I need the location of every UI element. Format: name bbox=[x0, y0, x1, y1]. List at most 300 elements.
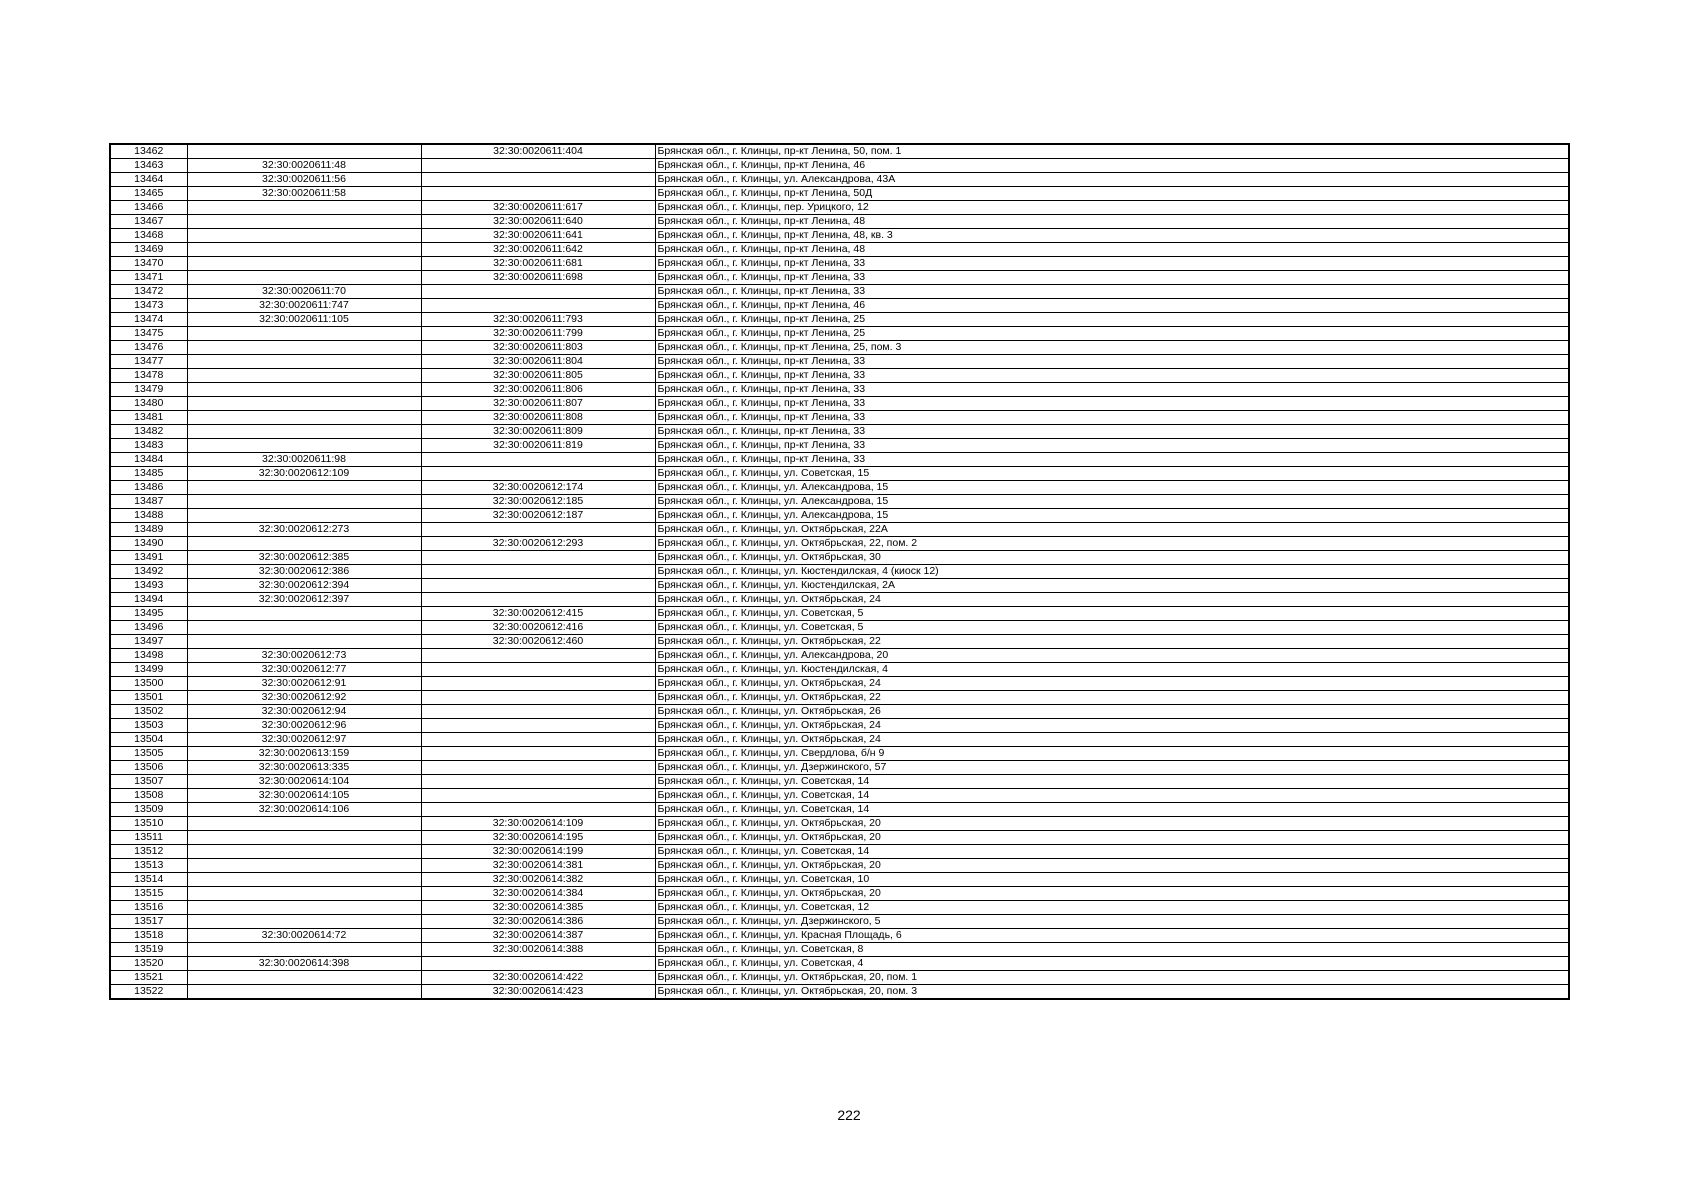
table-row bbox=[110, 383, 1569, 397]
address-cell: Брянская обл., г. Клинцы, ул. Советская, 14 bbox=[655, 845, 1569, 859]
table-row bbox=[110, 677, 1569, 691]
table-row bbox=[110, 691, 1569, 705]
table-row bbox=[110, 663, 1569, 677]
related-cadastral-number-cell: 32:30:0020611:640 bbox=[421, 215, 655, 229]
cadastral-number-cell: 32:30:0020612:394 bbox=[187, 579, 421, 593]
table-row bbox=[110, 411, 1569, 425]
table-row bbox=[110, 887, 1569, 901]
related-cadastral-number-cell: 32:30:0020614:422 bbox=[421, 971, 655, 985]
table-row bbox=[110, 985, 1569, 1000]
table-row bbox=[110, 159, 1569, 173]
cadastral-number-cell bbox=[187, 607, 421, 621]
address-cell: Брянская обл., г. Клинцы, ул. Октябрьская, 26 bbox=[655, 705, 1569, 719]
address-cell: Брянская обл., г. Клинцы, ул. Кюстендилская, 4 bbox=[655, 663, 1569, 677]
related-cadastral-number-cell: 32:30:0020612:416 bbox=[421, 621, 655, 635]
row-number-cell: 13469 bbox=[110, 243, 187, 257]
cadastral-number-cell: 32:30:0020612:96 bbox=[187, 719, 421, 733]
address-cell: Брянская обл., г. Клинцы, пр-кт Ленина, 33 bbox=[655, 439, 1569, 453]
table-row bbox=[110, 144, 1569, 159]
address-cell: Брянская обл., г. Клинцы, пр-кт Ленина, 33 bbox=[655, 271, 1569, 285]
table-row bbox=[110, 775, 1569, 789]
row-number-cell: 13491 bbox=[110, 551, 187, 565]
table-row bbox=[110, 229, 1569, 243]
table-row bbox=[110, 915, 1569, 929]
related-cadastral-number-cell: 32:30:0020614:423 bbox=[421, 985, 655, 1000]
address-cell: Брянская обл., г. Клинцы, пр-кт Ленина, 33 bbox=[655, 397, 1569, 411]
related-cadastral-number-cell: 32:30:0020614:381 bbox=[421, 859, 655, 873]
row-number-cell: 13475 bbox=[110, 327, 187, 341]
row-number-cell: 13517 bbox=[110, 915, 187, 929]
row-number-cell: 13516 bbox=[110, 901, 187, 915]
table-row bbox=[110, 831, 1569, 845]
address-cell: Брянская обл., г. Клинцы, ул. Октябрьская, 24 bbox=[655, 733, 1569, 747]
row-number-cell: 13496 bbox=[110, 621, 187, 635]
related-cadastral-number-cell: 32:30:0020611:641 bbox=[421, 229, 655, 243]
related-cadastral-number-cell bbox=[421, 775, 655, 789]
address-cell: Брянская обл., г. Клинцы, ул. Свердлова, б/н 9 bbox=[655, 747, 1569, 761]
row-number-cell: 13465 bbox=[110, 187, 187, 201]
row-number-cell: 13467 bbox=[110, 215, 187, 229]
row-number-cell: 13512 bbox=[110, 845, 187, 859]
related-cadastral-number-cell: 32:30:0020611:806 bbox=[421, 383, 655, 397]
address-cell: Брянская обл., г. Клинцы, ул. Советская, 14 bbox=[655, 775, 1569, 789]
cadastral-number-cell bbox=[187, 355, 421, 369]
cadastral-number-cell: 32:30:0020614:106 bbox=[187, 803, 421, 817]
table-row bbox=[110, 859, 1569, 873]
related-cadastral-number-cell: 32:30:0020611:807 bbox=[421, 397, 655, 411]
table-row bbox=[110, 747, 1569, 761]
cadastral-number-cell: 32:30:0020612:94 bbox=[187, 705, 421, 719]
row-number-cell: 13501 bbox=[110, 691, 187, 705]
related-cadastral-number-cell: 32:30:0020611:808 bbox=[421, 411, 655, 425]
table-row bbox=[110, 243, 1569, 257]
address-cell: Брянская обл., г. Клинцы, ул. Кюстендилская, 2А bbox=[655, 579, 1569, 593]
related-cadastral-number-cell bbox=[421, 649, 655, 663]
table-row bbox=[110, 551, 1569, 565]
related-cadastral-number-cell: 32:30:0020614:386 bbox=[421, 915, 655, 929]
cadastral-number-cell bbox=[187, 229, 421, 243]
address-cell: Брянская обл., г. Клинцы, пр-кт Ленина, 48, кв. 3 bbox=[655, 229, 1569, 243]
related-cadastral-number-cell: 32:30:0020614:387 bbox=[421, 929, 655, 943]
address-cell: Брянская обл., г. Клинцы, пр-кт Ленина, 33 bbox=[655, 285, 1569, 299]
page-number: 222 bbox=[837, 1107, 861, 1123]
row-number-cell: 13494 bbox=[110, 593, 187, 607]
cadastral-number-cell bbox=[187, 215, 421, 229]
row-number-cell: 13505 bbox=[110, 747, 187, 761]
related-cadastral-number-cell: 32:30:0020611:809 bbox=[421, 425, 655, 439]
cadastral-number-cell: 32:30:0020612:109 bbox=[187, 467, 421, 481]
table-row bbox=[110, 957, 1569, 971]
cadastral-number-cell: 32:30:0020612:385 bbox=[187, 551, 421, 565]
address-cell: Брянская обл., г. Клинцы, пр-кт Ленина, 33 bbox=[655, 453, 1569, 467]
table-row bbox=[110, 733, 1569, 747]
address-cell: Брянская обл., г. Клинцы, пр-кт Ленина, 50, пом. 1 bbox=[655, 144, 1569, 159]
row-number-cell: 13518 bbox=[110, 929, 187, 943]
related-cadastral-number-cell bbox=[421, 761, 655, 775]
cadastral-number-cell: 32:30:0020614:105 bbox=[187, 789, 421, 803]
address-cell: Брянская обл., г. Клинцы, ул. Советская, 5 bbox=[655, 607, 1569, 621]
row-number-cell: 13521 bbox=[110, 971, 187, 985]
related-cadastral-number-cell bbox=[421, 467, 655, 481]
cadastral-number-cell bbox=[187, 144, 421, 159]
address-cell: Брянская обл., г. Клинцы, пр-кт Ленина, 33 bbox=[655, 411, 1569, 425]
registry-table-body bbox=[110, 144, 1569, 999]
related-cadastral-number-cell: 32:30:0020614:109 bbox=[421, 817, 655, 831]
row-number-cell: 13472 bbox=[110, 285, 187, 299]
address-cell: Брянская обл., г. Клинцы, ул. Октябрьская, 24 bbox=[655, 677, 1569, 691]
cadastral-number-cell bbox=[187, 859, 421, 873]
table-row bbox=[110, 299, 1569, 313]
related-cadastral-number-cell: 32:30:0020611:698 bbox=[421, 271, 655, 285]
address-cell: Брянская обл., г. Клинцы, пр-кт Ленина, 46 bbox=[655, 159, 1569, 173]
row-number-cell: 13486 bbox=[110, 481, 187, 495]
cadastral-number-cell bbox=[187, 537, 421, 551]
cadastral-number-cell bbox=[187, 901, 421, 915]
row-number-cell: 13474 bbox=[110, 313, 187, 327]
address-cell: Брянская обл., г. Клинцы, пр-кт Ленина, 33 bbox=[655, 383, 1569, 397]
cadastral-number-cell bbox=[187, 985, 421, 1000]
cadastral-number-cell: 32:30:0020612:97 bbox=[187, 733, 421, 747]
related-cadastral-number-cell bbox=[421, 663, 655, 677]
address-cell: Брянская обл., г. Клинцы, ул. Октябрьская, 20 bbox=[655, 887, 1569, 901]
row-number-cell: 13515 bbox=[110, 887, 187, 901]
address-cell: Брянская обл., г. Клинцы, ул. Октябрьская, 20, пом. 3 bbox=[655, 985, 1569, 1000]
row-number-cell: 13478 bbox=[110, 369, 187, 383]
cadastral-number-cell: 32:30:0020611:58 bbox=[187, 187, 421, 201]
table-row bbox=[110, 201, 1569, 215]
table-row bbox=[110, 649, 1569, 663]
registry-sheet bbox=[109, 143, 1570, 1000]
address-cell: Брянская обл., г. Клинцы, пр-кт Ленина, 50Д bbox=[655, 187, 1569, 201]
table-row bbox=[110, 425, 1569, 439]
address-cell: Брянская обл., г. Клинцы, ул. Октябрьская, 22 bbox=[655, 635, 1569, 649]
table-row bbox=[110, 271, 1569, 285]
row-number-cell: 13506 bbox=[110, 761, 187, 775]
table-row bbox=[110, 621, 1569, 635]
related-cadastral-number-cell bbox=[421, 187, 655, 201]
cadastral-number-cell bbox=[187, 439, 421, 453]
related-cadastral-number-cell: 32:30:0020614:388 bbox=[421, 943, 655, 957]
cadastral-number-cell: 32:30:0020611:105 bbox=[187, 313, 421, 327]
address-cell: Брянская обл., г. Клинцы, ул. Октябрьская, 20, пом. 1 bbox=[655, 971, 1569, 985]
address-cell: Брянская обл., г. Клинцы, пр-кт Ленина, 33 bbox=[655, 355, 1569, 369]
row-number-cell: 13471 bbox=[110, 271, 187, 285]
table-row bbox=[110, 327, 1569, 341]
related-cadastral-number-cell: 32:30:0020614:382 bbox=[421, 873, 655, 887]
related-cadastral-number-cell: 32:30:0020612:174 bbox=[421, 481, 655, 495]
table-row bbox=[110, 901, 1569, 915]
row-number-cell: 13479 bbox=[110, 383, 187, 397]
address-cell: Брянская обл., г. Клинцы, ул. Октябрьская, 22, пом. 2 bbox=[655, 537, 1569, 551]
row-number-cell: 13507 bbox=[110, 775, 187, 789]
row-number-cell: 13504 bbox=[110, 733, 187, 747]
related-cadastral-number-cell bbox=[421, 733, 655, 747]
cadastral-number-cell bbox=[187, 425, 421, 439]
row-number-cell: 13485 bbox=[110, 467, 187, 481]
cadastral-number-cell bbox=[187, 943, 421, 957]
related-cadastral-number-cell: 32:30:0020612:185 bbox=[421, 495, 655, 509]
related-cadastral-number-cell: 32:30:0020611:793 bbox=[421, 313, 655, 327]
cadastral-number-cell bbox=[187, 635, 421, 649]
cadastral-number-cell bbox=[187, 383, 421, 397]
related-cadastral-number-cell bbox=[421, 803, 655, 817]
related-cadastral-number-cell bbox=[421, 677, 655, 691]
address-cell: Брянская обл., г. Клинцы, ул. Красная Площадь, 6 bbox=[655, 929, 1569, 943]
row-number-cell: 13509 bbox=[110, 803, 187, 817]
address-cell: Брянская обл., г. Клинцы, ул. Октябрьская, 24 bbox=[655, 719, 1569, 733]
row-number-cell: 13513 bbox=[110, 859, 187, 873]
cadastral-number-cell bbox=[187, 495, 421, 509]
table-row bbox=[110, 565, 1569, 579]
table-row bbox=[110, 873, 1569, 887]
row-number-cell: 13484 bbox=[110, 453, 187, 467]
table-row bbox=[110, 369, 1569, 383]
row-number-cell: 13498 bbox=[110, 649, 187, 663]
cadastral-number-cell: 32:30:0020611:98 bbox=[187, 453, 421, 467]
table-row bbox=[110, 467, 1569, 481]
related-cadastral-number-cell bbox=[421, 159, 655, 173]
table-row bbox=[110, 509, 1569, 523]
table-row bbox=[110, 313, 1569, 327]
row-number-cell: 13493 bbox=[110, 579, 187, 593]
address-cell: Брянская обл., г. Клинцы, ул. Октябрьская, 24 bbox=[655, 593, 1569, 607]
address-cell: Брянская обл., г. Клинцы, пр-кт Ленина, 48 bbox=[655, 215, 1569, 229]
cadastral-number-cell: 32:30:0020612:273 bbox=[187, 523, 421, 537]
table-row bbox=[110, 845, 1569, 859]
address-cell: Брянская обл., г. Клинцы, пр-кт Ленина, 33 bbox=[655, 257, 1569, 271]
related-cadastral-number-cell bbox=[421, 173, 655, 187]
cadastral-number-cell bbox=[187, 397, 421, 411]
address-cell: Брянская обл., г. Клинцы, ул. Александрова, 20 bbox=[655, 649, 1569, 663]
related-cadastral-number-cell: 32:30:0020612:293 bbox=[421, 537, 655, 551]
table-row bbox=[110, 523, 1569, 537]
related-cadastral-number-cell: 32:30:0020611:803 bbox=[421, 341, 655, 355]
table-row bbox=[110, 593, 1569, 607]
related-cadastral-number-cell: 32:30:0020614:195 bbox=[421, 831, 655, 845]
table-row bbox=[110, 355, 1569, 369]
related-cadastral-number-cell: 32:30:0020611:799 bbox=[421, 327, 655, 341]
cadastral-number-cell: 32:30:0020611:70 bbox=[187, 285, 421, 299]
related-cadastral-number-cell: 32:30:0020611:804 bbox=[421, 355, 655, 369]
address-cell: Брянская обл., г. Клинцы, ул. Октябрьская, 22 bbox=[655, 691, 1569, 705]
related-cadastral-number-cell bbox=[421, 691, 655, 705]
table-row bbox=[110, 439, 1569, 453]
row-number-cell: 13468 bbox=[110, 229, 187, 243]
related-cadastral-number-cell bbox=[421, 285, 655, 299]
table-row bbox=[110, 285, 1569, 299]
table-row bbox=[110, 719, 1569, 733]
related-cadastral-number-cell bbox=[421, 747, 655, 761]
address-cell: Брянская обл., г. Клинцы, ул. Дзержинского, 5 bbox=[655, 915, 1569, 929]
cadastral-number-cell bbox=[187, 257, 421, 271]
table-row bbox=[110, 817, 1569, 831]
address-cell: Брянская обл., г. Клинцы, ул. Октябрьская, 20 bbox=[655, 817, 1569, 831]
related-cadastral-number-cell: 32:30:0020612:460 bbox=[421, 635, 655, 649]
related-cadastral-number-cell bbox=[421, 523, 655, 537]
related-cadastral-number-cell bbox=[421, 789, 655, 803]
related-cadastral-number-cell bbox=[421, 957, 655, 971]
table-row bbox=[110, 173, 1569, 187]
address-cell: Брянская обл., г. Клинцы, пр-кт Ленина, 25 bbox=[655, 327, 1569, 341]
address-cell: Брянская обл., г. Клинцы, пр-кт Ленина, 33 bbox=[655, 425, 1569, 439]
table-row bbox=[110, 789, 1569, 803]
row-number-cell: 13489 bbox=[110, 523, 187, 537]
cadastral-number-cell bbox=[187, 201, 421, 215]
row-number-cell: 13462 bbox=[110, 144, 187, 159]
table-row bbox=[110, 187, 1569, 201]
row-number-cell: 13500 bbox=[110, 677, 187, 691]
cadastral-number-cell: 32:30:0020612:91 bbox=[187, 677, 421, 691]
row-number-cell: 13520 bbox=[110, 957, 187, 971]
table-row bbox=[110, 929, 1569, 943]
address-cell: Брянская обл., г. Клинцы, ул. Александрова, 43А bbox=[655, 173, 1569, 187]
address-cell: Брянская обл., г. Клинцы, ул. Советская, 8 bbox=[655, 943, 1569, 957]
row-number-cell: 13477 bbox=[110, 355, 187, 369]
address-cell: Брянская обл., г. Клинцы, пр-кт Ленина, 25 bbox=[655, 313, 1569, 327]
table-row bbox=[110, 537, 1569, 551]
cadastral-number-cell bbox=[187, 271, 421, 285]
related-cadastral-number-cell: 32:30:0020611:404 bbox=[421, 144, 655, 159]
table-row bbox=[110, 215, 1569, 229]
row-number-cell: 13466 bbox=[110, 201, 187, 215]
cadastral-number-cell: 32:30:0020612:77 bbox=[187, 663, 421, 677]
cadastral-number-cell: 32:30:0020612:386 bbox=[187, 565, 421, 579]
address-cell: Брянская обл., г. Клинцы, ул. Советская, 5 bbox=[655, 621, 1569, 635]
related-cadastral-number-cell: 32:30:0020611:819 bbox=[421, 439, 655, 453]
table-row bbox=[110, 495, 1569, 509]
cadastral-number-cell bbox=[187, 915, 421, 929]
cadastral-number-cell bbox=[187, 341, 421, 355]
related-cadastral-number-cell bbox=[421, 565, 655, 579]
cadastral-number-cell bbox=[187, 971, 421, 985]
address-cell: Брянская обл., г. Клинцы, ул. Советская, 14 bbox=[655, 803, 1569, 817]
table-row bbox=[110, 397, 1569, 411]
row-number-cell: 13519 bbox=[110, 943, 187, 957]
table-row bbox=[110, 341, 1569, 355]
related-cadastral-number-cell: 32:30:0020612:187 bbox=[421, 509, 655, 523]
related-cadastral-number-cell: 32:30:0020612:415 bbox=[421, 607, 655, 621]
cadastral-number-cell: 32:30:0020612:92 bbox=[187, 691, 421, 705]
address-cell: Брянская обл., г. Клинцы, ул. Александрова, 15 bbox=[655, 481, 1569, 495]
address-cell: Брянская обл., г. Клинцы, ул. Советская, 15 bbox=[655, 467, 1569, 481]
cadastral-number-cell bbox=[187, 411, 421, 425]
table-row bbox=[110, 705, 1569, 719]
related-cadastral-number-cell bbox=[421, 299, 655, 313]
cadastral-number-cell: 32:30:0020611:747 bbox=[187, 299, 421, 313]
address-cell: Брянская обл., г. Клинцы, ул. Октябрьская, 30 bbox=[655, 551, 1569, 565]
cadastral-number-cell bbox=[187, 873, 421, 887]
table-row bbox=[110, 943, 1569, 957]
cadastral-number-cell bbox=[187, 369, 421, 383]
cadastral-number-cell: 32:30:0020611:48 bbox=[187, 159, 421, 173]
address-cell: Брянская обл., г. Клинцы, ул. Октябрьская, 22А bbox=[655, 523, 1569, 537]
row-number-cell: 13488 bbox=[110, 509, 187, 523]
row-number-cell: 13473 bbox=[110, 299, 187, 313]
address-cell: Брянская обл., г. Клинцы, пер. Урицкого, 12 bbox=[655, 201, 1569, 215]
cadastral-number-cell: 32:30:0020614:104 bbox=[187, 775, 421, 789]
cadastral-number-cell bbox=[187, 887, 421, 901]
row-number-cell: 13495 bbox=[110, 607, 187, 621]
cadastral-number-cell bbox=[187, 481, 421, 495]
address-cell: Брянская обл., г. Клинцы, пр-кт Ленина, 33 bbox=[655, 369, 1569, 383]
table-row bbox=[110, 607, 1569, 621]
cadastral-number-cell: 32:30:0020613:335 bbox=[187, 761, 421, 775]
table-row bbox=[110, 803, 1569, 817]
row-number-cell: 13510 bbox=[110, 817, 187, 831]
row-number-cell: 13497 bbox=[110, 635, 187, 649]
row-number-cell: 13514 bbox=[110, 873, 187, 887]
related-cadastral-number-cell bbox=[421, 551, 655, 565]
table-row bbox=[110, 761, 1569, 775]
address-cell: Брянская обл., г. Клинцы, ул. Советская, 10 bbox=[655, 873, 1569, 887]
address-cell: Брянская обл., г. Клинцы, пр-кт Ленина, 25, пом. 3 bbox=[655, 341, 1569, 355]
address-cell: Брянская обл., г. Клинцы, ул. Кюстендилская, 4 (киоск 12) bbox=[655, 565, 1569, 579]
address-cell: Брянская обл., г. Клинцы, пр-кт Ленина, 46 bbox=[655, 299, 1569, 313]
related-cadastral-number-cell bbox=[421, 705, 655, 719]
registry-table bbox=[109, 143, 1570, 1000]
related-cadastral-number-cell bbox=[421, 719, 655, 733]
address-cell: Брянская обл., г. Клинцы, ул. Октябрьская, 20 bbox=[655, 831, 1569, 845]
related-cadastral-number-cell: 32:30:0020611:681 bbox=[421, 257, 655, 271]
row-number-cell: 13481 bbox=[110, 411, 187, 425]
row-number-cell: 13508 bbox=[110, 789, 187, 803]
related-cadastral-number-cell: 32:30:0020614:384 bbox=[421, 887, 655, 901]
related-cadastral-number-cell bbox=[421, 593, 655, 607]
related-cadastral-number-cell: 32:30:0020614:385 bbox=[421, 901, 655, 915]
row-number-cell: 13511 bbox=[110, 831, 187, 845]
table-row bbox=[110, 481, 1569, 495]
table-row bbox=[110, 453, 1569, 467]
address-cell: Брянская обл., г. Клинцы, пр-кт Ленина, 48 bbox=[655, 243, 1569, 257]
address-cell: Брянская обл., г. Клинцы, ул. Советская, 4 bbox=[655, 957, 1569, 971]
cadastral-number-cell: 32:30:0020613:159 bbox=[187, 747, 421, 761]
cadastral-number-cell bbox=[187, 621, 421, 635]
cadastral-number-cell bbox=[187, 845, 421, 859]
related-cadastral-number-cell bbox=[421, 579, 655, 593]
cadastral-number-cell: 32:30:0020614:398 bbox=[187, 957, 421, 971]
row-number-cell: 13463 bbox=[110, 159, 187, 173]
row-number-cell: 13470 bbox=[110, 257, 187, 271]
row-number-cell: 13482 bbox=[110, 425, 187, 439]
cadastral-number-cell bbox=[187, 831, 421, 845]
table-row bbox=[110, 257, 1569, 271]
row-number-cell: 13503 bbox=[110, 719, 187, 733]
row-number-cell: 13502 bbox=[110, 705, 187, 719]
address-cell: Брянская обл., г. Клинцы, ул. Советская, 14 bbox=[655, 789, 1569, 803]
related-cadastral-number-cell bbox=[421, 453, 655, 467]
table-row bbox=[110, 971, 1569, 985]
row-number-cell: 13483 bbox=[110, 439, 187, 453]
cadastral-number-cell: 32:30:0020614:72 bbox=[187, 929, 421, 943]
address-cell: Брянская обл., г. Клинцы, ул. Александрова, 15 bbox=[655, 495, 1569, 509]
cadastral-number-cell bbox=[187, 327, 421, 341]
row-number-cell: 13492 bbox=[110, 565, 187, 579]
row-number-cell: 13487 bbox=[110, 495, 187, 509]
row-number-cell: 13499 bbox=[110, 663, 187, 677]
related-cadastral-number-cell: 32:30:0020611:617 bbox=[421, 201, 655, 215]
address-cell: Брянская обл., г. Клинцы, ул. Октябрьская, 20 bbox=[655, 859, 1569, 873]
cadastral-number-cell bbox=[187, 509, 421, 523]
row-number-cell: 13464 bbox=[110, 173, 187, 187]
cadastral-number-cell: 32:30:0020612:397 bbox=[187, 593, 421, 607]
row-number-cell: 13480 bbox=[110, 397, 187, 411]
row-number-cell: 13490 bbox=[110, 537, 187, 551]
address-cell: Брянская обл., г. Клинцы, ул. Александрова, 15 bbox=[655, 509, 1569, 523]
table-row bbox=[110, 579, 1569, 593]
row-number-cell: 13476 bbox=[110, 341, 187, 355]
row-number-cell: 13522 bbox=[110, 985, 187, 1000]
cadastral-number-cell: 32:30:0020612:73 bbox=[187, 649, 421, 663]
